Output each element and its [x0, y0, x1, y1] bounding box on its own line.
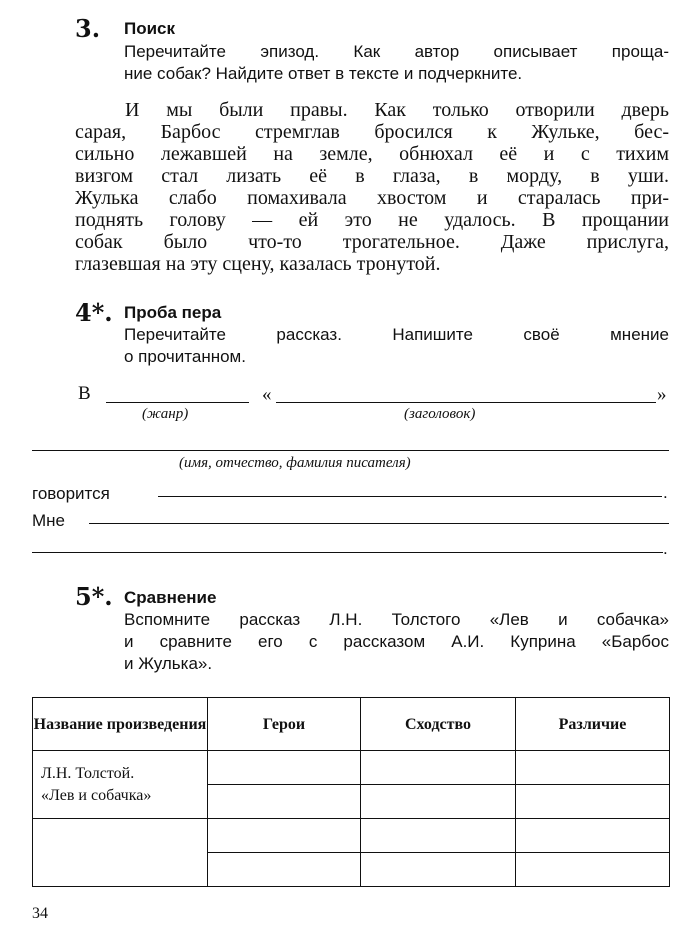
- instruction-line: ние собак? Найдите ответ в тексте и подчеркните.: [124, 64, 523, 83]
- table-cell[interactable]: [516, 751, 670, 785]
- task3-number: 3.: [75, 14, 101, 43]
- table-cell[interactable]: [516, 819, 670, 853]
- me-label: Мне: [32, 511, 66, 530]
- table-cell[interactable]: [516, 785, 670, 819]
- instruction-line: и сравните его с рассказом А.И. Куприна «Барбос: [124, 632, 669, 651]
- table-cell[interactable]: [33, 819, 208, 887]
- header-work-title: Название произведения: [33, 698, 208, 751]
- says-input-line[interactable]: [158, 496, 662, 497]
- task4-instruction: [124, 324, 669, 368]
- excerpt-line: Жулька слабо помахивала хвостом и старалась при-: [75, 187, 669, 209]
- table-row: [33, 819, 670, 853]
- task3-title: Поиск: [124, 19, 176, 38]
- table-cell[interactable]: [208, 751, 361, 785]
- table-cell[interactable]: [208, 785, 361, 819]
- opinion-input-line[interactable]: [89, 523, 669, 524]
- task5-title: Сравнение: [124, 588, 217, 607]
- table-cell[interactable]: [208, 853, 361, 887]
- header-difference: Различие: [516, 698, 670, 751]
- says-label: говорится: [32, 484, 110, 503]
- author-input-line[interactable]: [32, 450, 669, 451]
- instruction-line: о прочитанном.: [124, 347, 246, 366]
- excerpt-line: глазевшая на эту сцену, казалась тронутой.: [75, 253, 441, 275]
- task4-number: 4*.: [75, 298, 113, 327]
- story-excerpt: [75, 99, 669, 275]
- page-number: 34: [32, 905, 48, 922]
- work-cell-tolstoy: [33, 751, 208, 819]
- author-label: (имя, отчество, фамилия писателя): [179, 455, 411, 471]
- table-cell[interactable]: [361, 785, 516, 819]
- excerpt-line: поднять голову — ей это не удалось. В прощании: [75, 209, 669, 231]
- instruction-line: и Жулька».: [124, 654, 213, 673]
- title-label: (заголовок): [404, 406, 476, 422]
- table-cell[interactable]: [208, 819, 361, 853]
- table-cell[interactable]: [516, 853, 670, 887]
- instruction-line: Перечитайте эпизод. Как автор описывает проща-: [124, 42, 669, 61]
- excerpt-line: И мы были правы. Как только отворили дверь: [125, 99, 669, 121]
- opinion-input-line-2[interactable]: [32, 552, 663, 553]
- genre-input-line[interactable]: [106, 402, 249, 403]
- table-header-row: [33, 698, 670, 751]
- header-similarity: Сходство: [361, 698, 516, 751]
- excerpt-line: собак было что-то трогательное. Даже прислуга,: [75, 231, 669, 253]
- excerpt-line: сильно лежавшей на земле, обнюхал её и с тихим: [75, 143, 669, 165]
- table-cell[interactable]: [361, 819, 516, 853]
- task5-instruction: [124, 609, 669, 675]
- instruction-line: Вспомните рассказ Л.Н. Толстого «Лев и собачка»: [124, 610, 669, 629]
- task3-instruction: [124, 41, 669, 85]
- table-cell[interactable]: [361, 751, 516, 785]
- excerpt-line: визгом стал лизать её в глаза, в морду, в уши.: [75, 165, 669, 187]
- period-mark: .: [663, 483, 668, 502]
- comparison-table: [32, 697, 670, 887]
- task5-number: 5*.: [75, 582, 113, 611]
- open-quote: «: [262, 384, 272, 405]
- work-name: «Лев и собачка»: [41, 786, 152, 804]
- task4-title: Проба пера: [124, 303, 222, 322]
- instruction-line: Перечитайте рассказ. Напишите своё мнение: [124, 325, 669, 344]
- genre-label: (жанр): [142, 406, 189, 422]
- header-heroes: Герои: [208, 698, 361, 751]
- close-quote: »: [657, 384, 667, 405]
- prefix-v: В: [78, 383, 91, 404]
- work-author: Л.Н. Толстой.: [41, 764, 135, 782]
- table-cell[interactable]: [361, 853, 516, 887]
- excerpt-line: сарая, Барбос стремглав бросился к Жульке, бес-: [75, 121, 669, 143]
- title-input-line[interactable]: [276, 402, 656, 403]
- period-mark: .: [663, 539, 668, 558]
- table-row: [33, 751, 670, 785]
